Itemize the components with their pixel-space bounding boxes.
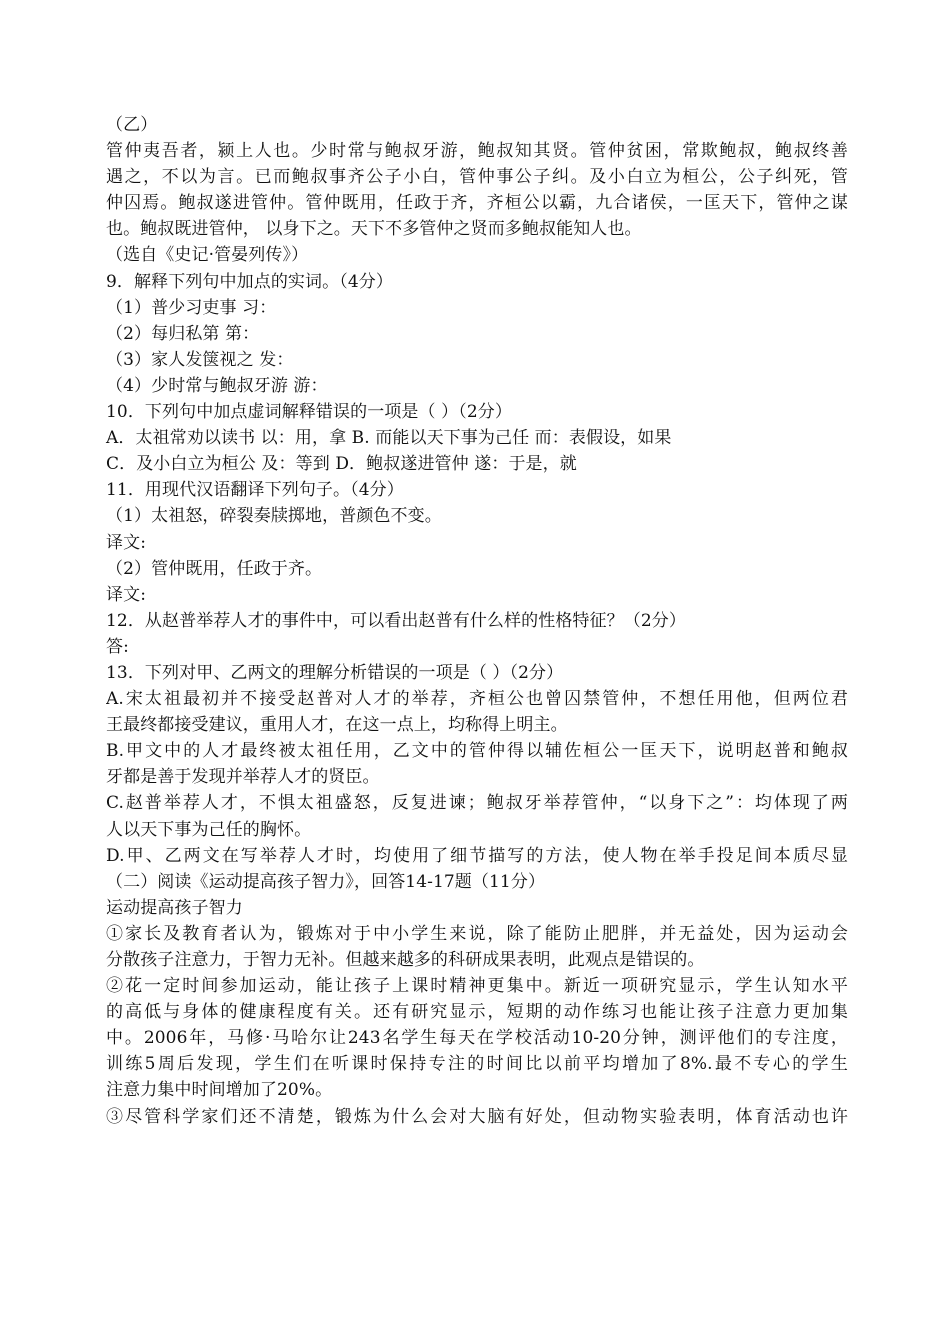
text-line: （4）少时常与鲍叔牙游 游：	[106, 375, 328, 396]
text-line: 注意力集中时间增加了20%。	[106, 1080, 333, 1101]
text-line: A.宋太祖最初并不接受赵普对人才的举荐，齐桓公也曾囚禁管仲，不想任用他，但两位君	[106, 689, 848, 710]
text-line: ②花一定时间参加运动，能让孩子上课时精神更集中。新近一项研究显示，学生认知水平	[106, 976, 848, 997]
text-line: （二）阅读《运动提高孩子智力》，回答14-17题（11分）	[106, 871, 546, 892]
text-line: （选自《史记·管晏列传》）	[106, 245, 309, 266]
text-line: （乙）	[106, 115, 158, 135]
text-line: 12．从赵普举荐人才的事件中，可以看出赵普有什么样的性格特征？（2分）	[106, 610, 686, 631]
text-line: C.赵普举荐人才，不惧太祖盛怒，反复进谏；鲍叔牙举荐管仲，“以身下之”：均体现了两	[106, 793, 848, 814]
text-line: 也。鲍叔既进管仲， 以身下之。天下不多管仲之贤而多鲍叔能知人也。	[106, 219, 642, 240]
text-line: 11．用现代汉语翻译下列句子。（4分）	[106, 480, 404, 501]
text-line: 的高低与身体的健康程度有关。还有研究显示，短期的动作练习也能让孩子注意力更加集	[106, 1002, 848, 1023]
text-line: 分散孩子注意力，于智力无补。但越来越多的科研成果表明，此观点是错误的。	[106, 950, 705, 970]
text-line: ①家长及教育者认为，锻炼对于中小学生来说，除了能防止肥胖，并无益处，因为运动会	[106, 923, 848, 944]
text-line: （2）管仲既用，任政于齐。	[106, 558, 323, 579]
text-line: D.甲、乙两文在写举荐人才时，均使用了细节描写的方法，使人物在举手投足间本质尽显	[106, 845, 848, 866]
text-line: （1）普少习吏事 习：	[106, 297, 277, 318]
text-line: ③尽管科学家们还不清楚，锻炼为什么会对大脑有好处，但动物实验表明，体育活动也许	[106, 1106, 848, 1127]
text-line: 训练5周后发现，学生们在听课时保持专注的时间比以前平均增加了8%.最不专心的学生	[106, 1054, 848, 1075]
text-line: 9．解释下列句中加点的实词。（4分）	[106, 271, 393, 292]
text-line: 答:	[106, 636, 129, 657]
text-line: （1）太祖怒，碎裂奏牍掷地，普颜色不变。	[106, 506, 442, 527]
text-line: 人以天下事为己任的胸怀。	[106, 819, 312, 840]
document-page	[106, 112, 848, 1130]
text-line: 运动提高孩子智力	[106, 897, 243, 918]
text-line: C．及小白立为桓公 及：等到 D．鲍叔遂进管仲 遂：于是，就	[106, 454, 577, 475]
text-line: 译文:	[106, 584, 147, 605]
text-line: 遇之，不以为言。已而鲍叔事齐公子小白，管仲事公子纠。及小白立为桓公，公子纠死，管	[106, 167, 848, 188]
text-line: （2）每归私第 第：	[106, 323, 260, 344]
text-line: B.甲文中的人才最终被太祖任用，乙文中的管仲得以辅佐桓公一匡天下，说明赵普和鲍叔	[106, 741, 848, 762]
text-line: 译文:	[106, 532, 147, 553]
text-line: 牙都是善于发现并举荐人才的贤臣。	[106, 767, 380, 788]
text-line: 王最终都接受建议，重用人才，在这一点上，均称得上明主。	[106, 715, 568, 736]
text-line: 仲囚焉。鲍叔遂进管仲。管仲既用，任政于齐，齐桓公以霸，九合诸侯，一匡天下，管仲之谋	[106, 193, 848, 214]
text-line: 中。2006年，马修·马哈尔让243名学生每天在学校活动10-20分钟，测评他们的专注度，	[106, 1028, 848, 1049]
text-line: 10．下列句中加点虚词解释错误的一项是（ ）（2分）	[106, 402, 512, 423]
text-line: 管仲夷吾者，颍上人也。少时常与鲍叔牙游，鲍叔知其贤。管仲贫困，常欺鲍叔，鲍叔终善	[106, 141, 848, 162]
text-line: 13．下列对甲、乙两文的理解分析错误的一项是（ ）（2分）	[106, 662, 564, 683]
text-line: A．太祖常劝以读书 以：用，拿 B. 而能以天下事为己任 而：表假设，如果	[106, 428, 672, 449]
text-line: （3）家人发箧视之 发：	[106, 349, 294, 370]
